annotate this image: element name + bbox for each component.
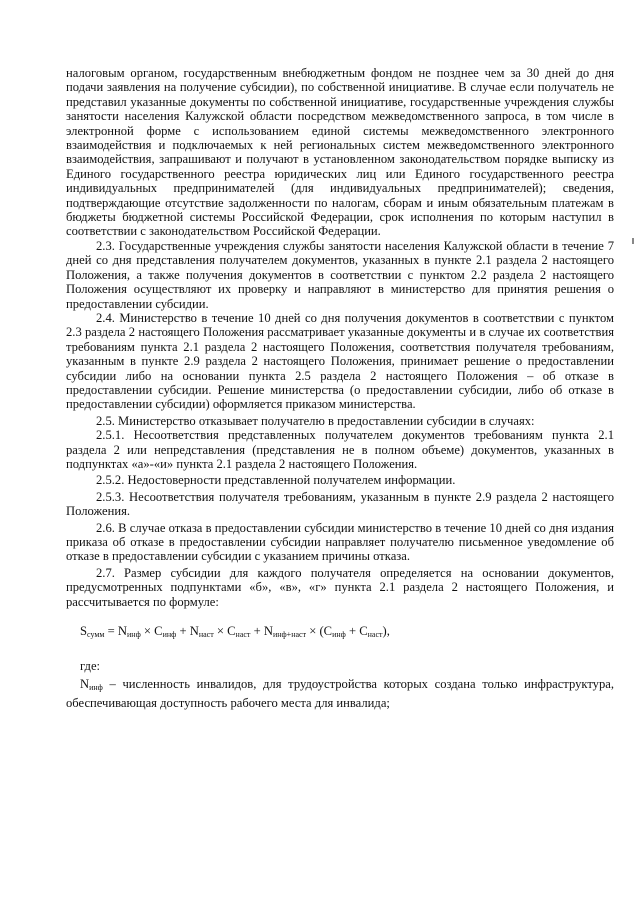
subsidy-formula xyxy=(80,623,614,643)
paragraph-2-5: 2.5. Министерство отказывает получателю в предоставлении субсидии в случаях: xyxy=(96,413,535,428)
formula-operator: ), xyxy=(382,624,390,639)
formula-term: C xyxy=(359,624,368,639)
formula-term: C xyxy=(323,624,333,639)
formula-term: C xyxy=(154,624,163,639)
paragraph-2-3: 2.3. Государственные учреждения службы занятости населения Калужской области в течение 7 дней со дня представления получателем документов, указанных в пункте 2.1 раздела 2 настоящего Положения, а также получения документов в соответствии с пунктом 2.2 раздела 2 настоящего Положения осуществляют их проверку и направляют в министерство для принятия решения о предоставлении субсидии. xyxy=(66,238,614,311)
definition-symbol-subscript: инф xyxy=(89,683,103,693)
paragraph-2-5-2: 2.5.2. Недостоверности представленной получателем информации. xyxy=(96,473,456,488)
formula-term: N xyxy=(189,624,199,639)
formula-operator: × ( xyxy=(306,624,324,639)
document-page xyxy=(66,66,614,710)
formula-term: S xyxy=(80,624,88,639)
paragraph-2-6: 2.6. В случае отказа в предоставлении субсидии министерство в течение 10 дней со дня издания приказа об отказе в предоставлении субсидии направляет получателю письменное уведомление об отказе в предоставлении субсидии с указанием причины отказа. xyxy=(66,520,614,564)
formula-subscript: инф xyxy=(127,630,141,640)
formula-operator: = xyxy=(104,624,118,639)
paragraph-2-4: 2.4. Министерство в течение 10 дней со дня получения документов в соответствии с пунктом 2.3 раздела 2 настоящего Положения рассматривает указанные документы и в случае их соответствия требованиям пункта 2.1 раздела 2 настоящего Положения, соответствия получателя требованиям, указанным в пункте 2.9 раздела 2 настоящего Положения, принимает решение о предоставлении субсидии либо на основании пункта 2.5 раздела 2 настоящего Положения – об отказе в предоставлении субсидии. Решение министерства (о предоставлении субсидии, либо об отказе в предоставлении субсидии) оформляется приказом министерства. xyxy=(66,310,614,412)
paragraph-2-7: 2.7. Размер субсидии для каждого получателя определяется на основании документов, предусмотренных подпунктами «б», «в», «г» пункта 2.1 раздела 2 настоящего Положения, и рассчитывается по формуле: xyxy=(66,565,614,609)
formula-operator: + xyxy=(176,624,190,639)
formula-subscript: наст xyxy=(367,630,383,640)
formula-subscript: инф xyxy=(162,630,177,640)
formula-subscript: сумм xyxy=(87,630,105,640)
definition-symbol: N xyxy=(80,677,90,692)
definition-n-inf xyxy=(66,677,614,710)
paragraph-2-5-1: 2.5.1. Несоответствия представленных получателем документов требованиям пункта 2.1 раздела 2 или непредставления (представления не в полном объеме) документов, указанных в подпунктах «а»-«и» пункта 2.1 раздела 2 настоящего Положения. xyxy=(66,428,614,471)
scan-edge-mark xyxy=(632,238,634,244)
paragraph-continuation: налоговым органом, государственным внебюджетным фондом не позднее чем за 30 дней до дня подачи заявления на получение субсидии), по собственной инициативе. В случае если получатель не представил указанные документы по собственной инициативе, государственные учреждения службы занятости населения Калужской области посредством межведомственного запроса, в том числе в электронной форме с использованием единой системы межведомственного электронного взаимодействия и подключаемых к ней региональных систем межведомственного электронного взаимодействия, запрашивают и получают в установленном законодательством порядке выписку из Единого государственного реестра юридических лиц или Единого государственного реестра индивидуальных предпринимателей (для индивидуальных предпринимателей); сведения, подтверждающие отсутствие задолженности по налогам, сборам и иным обязательным платежам в бюджеты бюджетной системы Российской Федерации, срок исполнения по которым наступил в соответствии с законодательством Российской Федерации. xyxy=(66,66,614,239)
where-label: где: xyxy=(80,659,101,674)
formula-subscript: наст xyxy=(235,630,251,640)
formula-operator: + xyxy=(345,624,360,639)
formula-operator: + xyxy=(250,624,264,639)
paragraph-2-5-3: 2.5.3. Несоответствия получателя требованиям, указанным в пункте 2.9 раздела 2 настоящего Положения. xyxy=(66,489,614,519)
formula-subscript: инф+наст xyxy=(272,630,307,640)
formula-term: N xyxy=(263,624,273,639)
formula-term: N xyxy=(117,624,127,639)
formula-operator: × xyxy=(140,624,155,639)
formula-subscript: инф xyxy=(332,630,346,640)
formula-operator: × xyxy=(213,624,228,639)
definition-text: – численность инвалидов, для трудоустройства которых создана только инфраструктура, обеспечивающая доступность рабочего места для инвалида; xyxy=(66,677,614,710)
formula-term: C xyxy=(227,624,236,639)
formula-subscript: наст xyxy=(198,630,214,640)
